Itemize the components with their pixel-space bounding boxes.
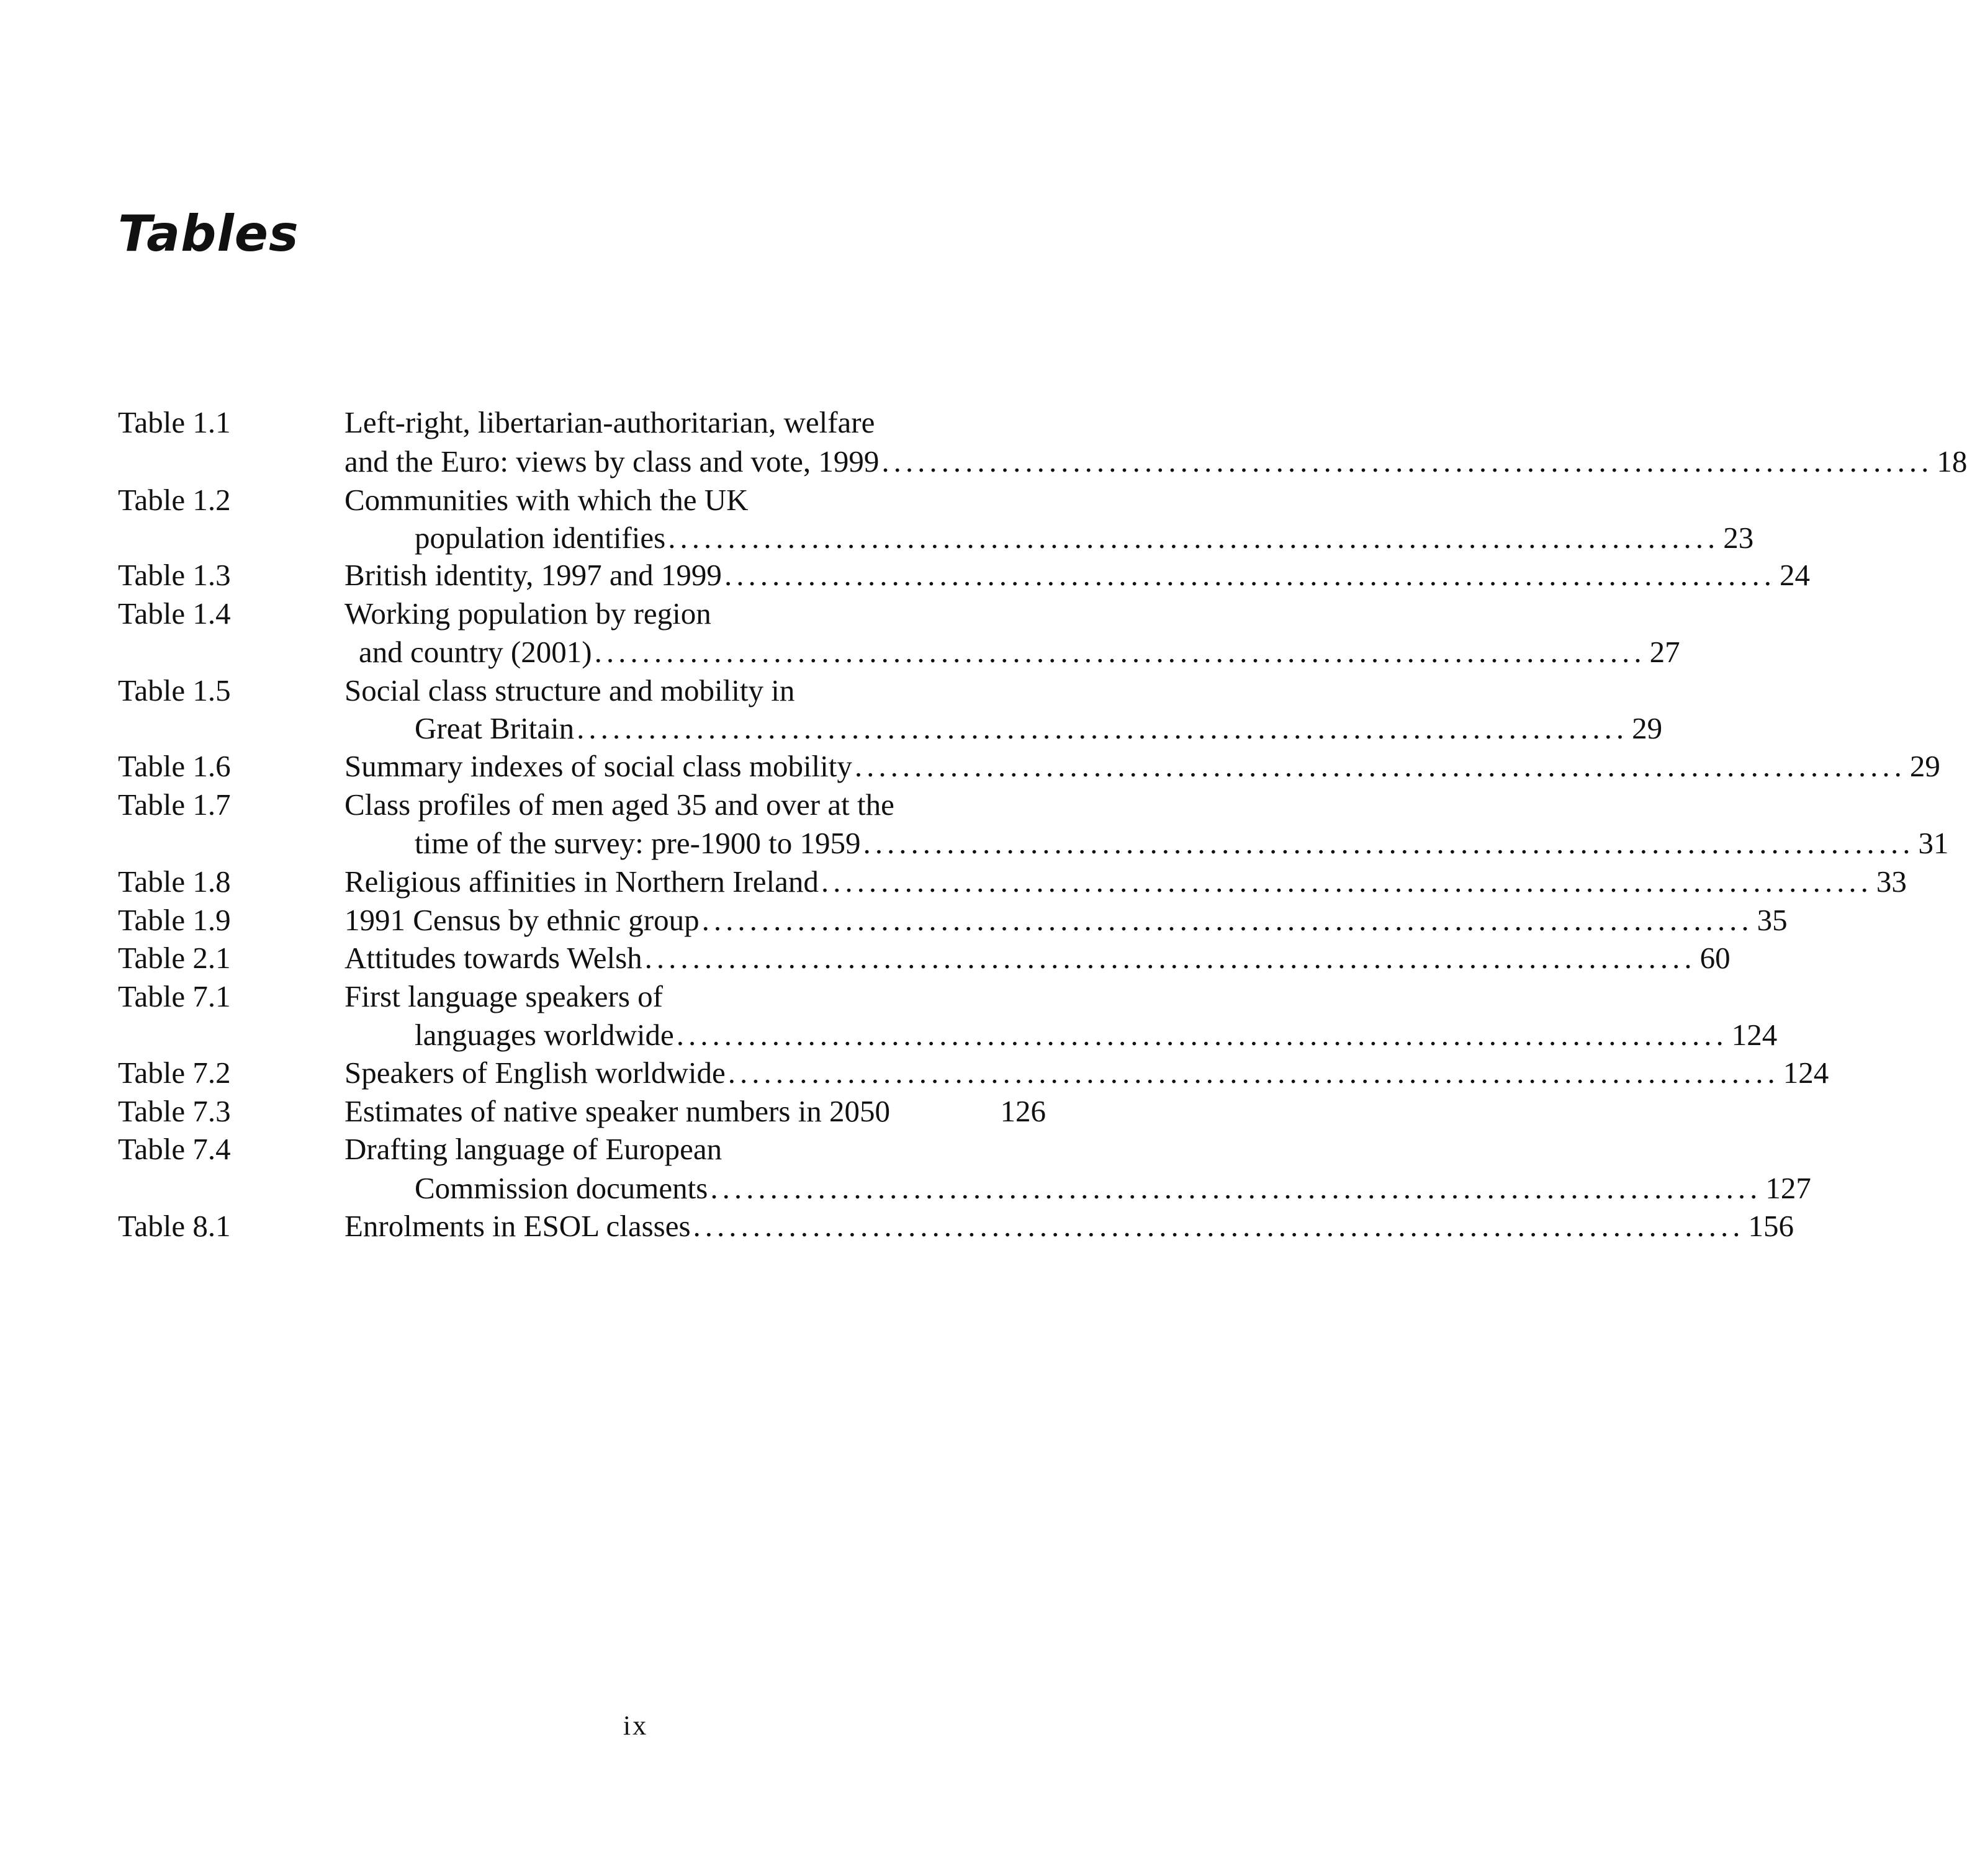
table-title: Social class structure and mobility in xyxy=(344,673,795,707)
table-label: Table 1.6 xyxy=(118,749,231,783)
page-number: 124 xyxy=(1731,1018,1778,1052)
table-entry-line[interactable] xyxy=(344,1208,1794,1244)
table-title: Left-right, libertarian-authoritarian, welfare xyxy=(344,405,875,439)
table-entry-line[interactable] xyxy=(344,1055,1829,1090)
dot-leader: ........................................................................................ xyxy=(821,864,1873,899)
table-entry-line[interactable] xyxy=(415,825,1949,861)
dot-leader: ........................................................................................ xyxy=(863,826,1915,860)
table-entry-line[interactable] xyxy=(415,711,1663,746)
page-number: 31 xyxy=(1918,826,1949,860)
table-label: Table 1.7 xyxy=(118,788,231,822)
table-title: Summary indexes of social class mobility xyxy=(344,749,852,783)
page-number: 27 xyxy=(1649,635,1680,669)
table-title: Estimates of native speaker numbers in 2050 xyxy=(344,1094,891,1128)
table-label: Table 1.9 xyxy=(118,903,231,937)
dot-leader: ........................................................................................ xyxy=(701,903,1753,937)
dot-leader: ........................................................................................ xyxy=(693,1209,1745,1243)
dot-leader: ........................................................................................ xyxy=(644,941,1696,975)
table-title-continued: languages worldwide xyxy=(415,1018,674,1052)
table-label: Table 1.4 xyxy=(118,596,231,631)
table-label: Table 1.5 xyxy=(118,673,231,707)
dot-leader: ........................................................................................ xyxy=(577,711,1629,745)
table-label: Table 2.1 xyxy=(118,941,231,975)
table-entry-line[interactable] xyxy=(359,634,1680,670)
page-number: 18 xyxy=(1937,444,1967,478)
table-title-continued: Commission documents xyxy=(415,1171,708,1205)
page-title: Tables xyxy=(118,205,299,263)
table-label: Table 1.1 xyxy=(118,405,231,439)
dot-leader: ........................................................................................ xyxy=(676,1018,1728,1052)
table-entry-line[interactable] xyxy=(344,902,1788,938)
page-number: 124 xyxy=(1783,1056,1829,1090)
table-entry-line[interactable] xyxy=(344,748,1940,784)
table-entry-line[interactable] xyxy=(415,1170,1811,1206)
dot-leader: ........................................................................................ xyxy=(594,635,1646,669)
table-entry-line[interactable] xyxy=(415,520,1754,555)
table-entry-line[interactable] xyxy=(344,1093,1046,1129)
page-number: 126 xyxy=(1000,1094,1046,1128)
table-title-continued: Great Britain xyxy=(415,711,575,745)
table-entry-line[interactable] xyxy=(344,864,1907,899)
dot-leader: ........................................................................................ xyxy=(881,444,1933,478)
dot-leader: ........................................................................................ xyxy=(668,521,1720,555)
page-number-footer: ix xyxy=(623,1710,649,1741)
table-label: Table 7.3 xyxy=(118,1094,231,1128)
table-label: Table 7.4 xyxy=(118,1132,231,1166)
page-number: 60 xyxy=(1699,941,1731,975)
table-label: Table 7.2 xyxy=(118,1056,231,1090)
table-label: Table 1.3 xyxy=(118,558,231,592)
table-label: Table 1.8 xyxy=(118,864,231,899)
page-number: 29 xyxy=(1632,711,1663,745)
table-title: Religious affinities in Northern Ireland xyxy=(344,864,819,899)
page-number: 23 xyxy=(1723,521,1754,555)
table-title-continued: and country (2001) xyxy=(359,635,592,669)
dot-leader: ........................................................................................ xyxy=(724,558,1776,592)
table-title: Speakers of English worldwide xyxy=(344,1056,726,1090)
table-entry-line[interactable] xyxy=(344,444,1967,479)
page-number: 24 xyxy=(1779,558,1810,592)
page-number: 156 xyxy=(1748,1209,1794,1243)
page-number: 29 xyxy=(1909,749,1940,783)
table-title: Attitudes towards Welsh xyxy=(344,941,642,975)
page-number: 35 xyxy=(1757,903,1788,937)
table-title: Drafting language of European xyxy=(344,1132,722,1166)
dot-leader: ........................................................................................ xyxy=(854,749,1906,783)
page-number: 127 xyxy=(1765,1171,1811,1205)
table-title-continued: time of the survey: pre-1900 to 1959 xyxy=(415,826,861,860)
table-label: Table 7.1 xyxy=(118,979,231,1013)
table-entry-line[interactable] xyxy=(344,557,1810,593)
dot-leader: ........................................................................................ xyxy=(710,1171,1762,1205)
table-title-continued: population identifies xyxy=(415,521,666,555)
table-title: First language speakers of xyxy=(344,979,663,1013)
table-title: Enrolments in ESOL classes xyxy=(344,1209,691,1243)
table-title: 1991 Census by ethnic group xyxy=(344,903,700,937)
table-entry-line[interactable] xyxy=(415,1017,1778,1052)
table-entry-line[interactable] xyxy=(344,940,1731,976)
table-title: Class profiles of men aged 35 and over at the xyxy=(344,788,894,822)
dot-leader: ........................................................................................ xyxy=(727,1056,1780,1090)
table-title-continued: and the Euro: views by class and vote, 1999 xyxy=(344,444,880,478)
page-number: 33 xyxy=(1876,864,1907,899)
table-title: Communities with which the UK xyxy=(344,483,749,517)
table-label: Table 8.1 xyxy=(118,1209,231,1243)
table-title: Working population by region xyxy=(344,596,711,631)
table-label: Table 1.2 xyxy=(118,483,231,517)
table-title: British identity, 1997 and 1999 xyxy=(344,558,722,592)
